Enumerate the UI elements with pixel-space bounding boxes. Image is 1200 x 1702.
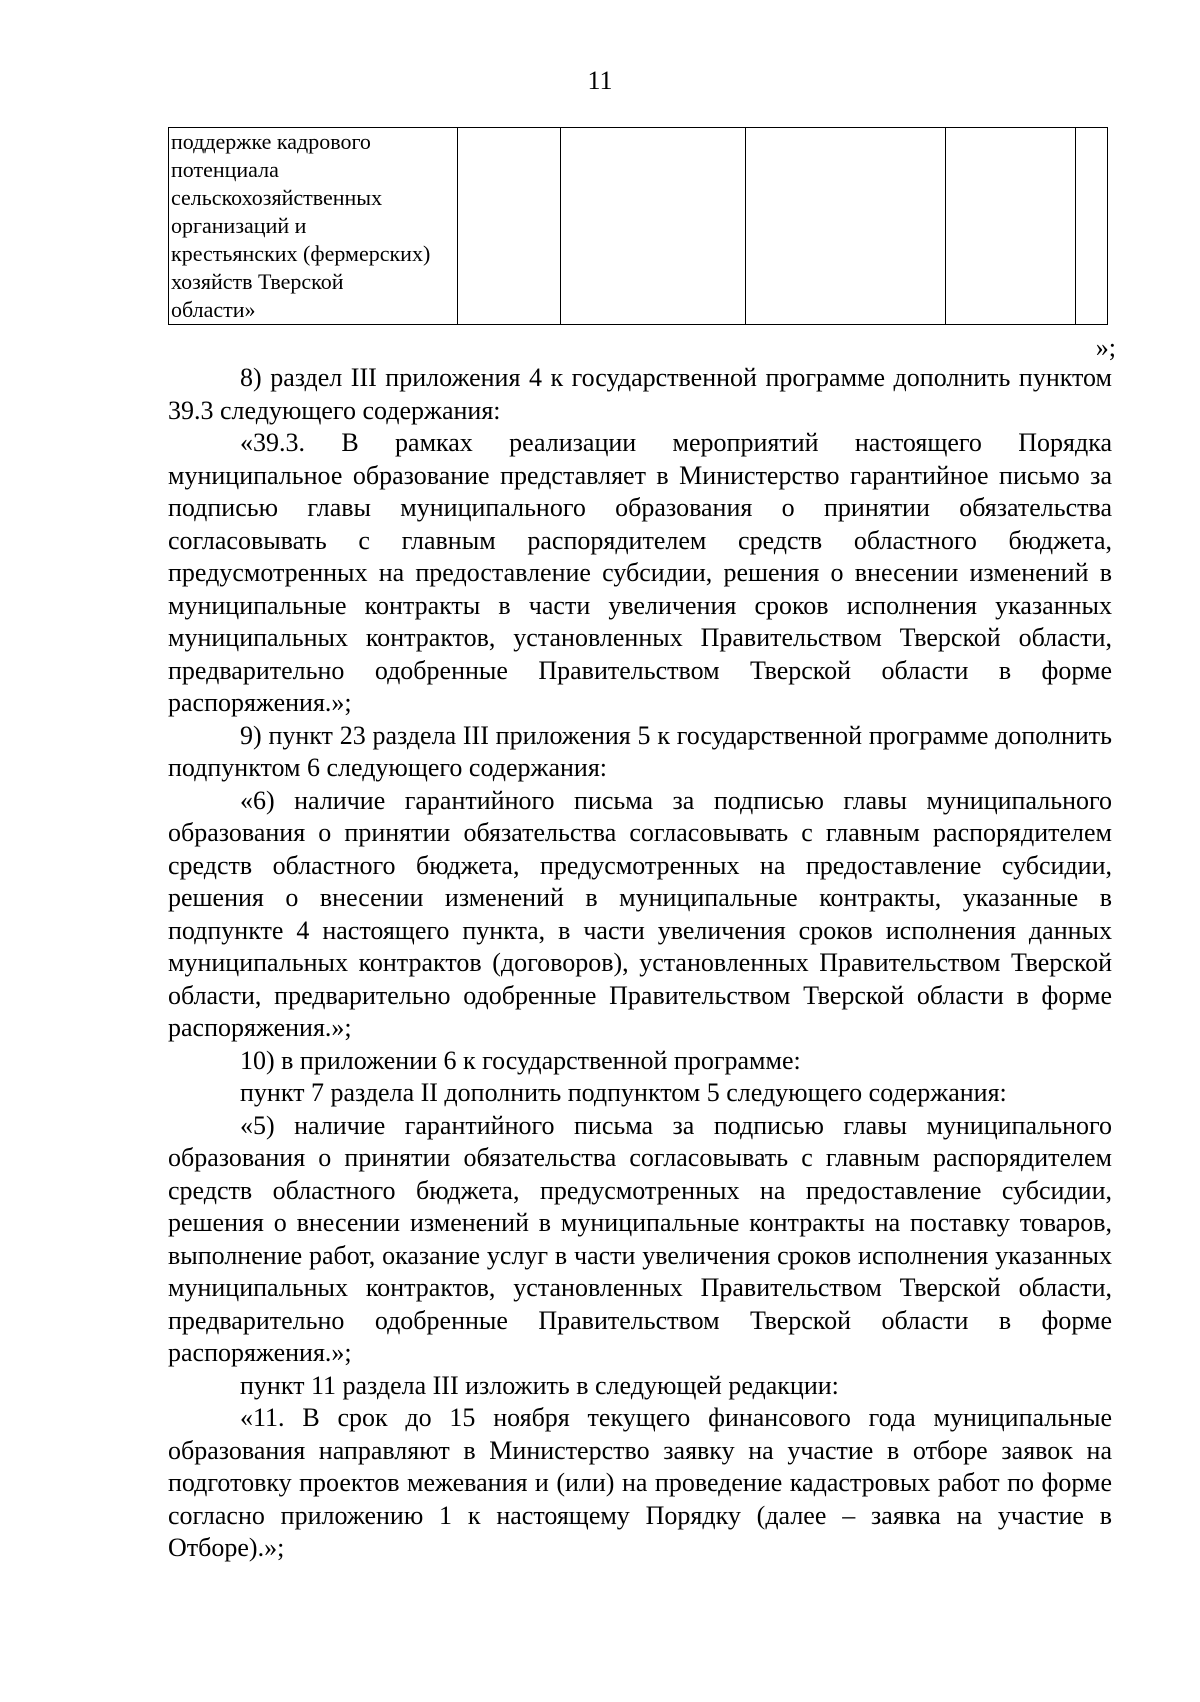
paragraph-point-11: пункт 11 раздела III изложить в следующей редакции: [240, 1370, 839, 1400]
table-row [169, 128, 1108, 325]
paragraph-item-8: 8) раздел III приложения 4 к государственной программе дополнить пунктом 39.3 следующего содержания: [168, 363, 1112, 425]
paragraph-point-7: пункт 7 раздела II дополнить подпунктом 5 следующего содержания: [240, 1078, 1007, 1107]
table-continuation [168, 127, 1108, 325]
table-cell-empty [946, 128, 1076, 325]
paragraph-quote-5: «5) наличие гарантийного письма за подписью главы муниципального образования о принятии обязательства согласовывать с главным распорядителем средств областного бюджета, предусмотренных на предоставление субсидии, решения о внесении изменений в муниципальные контракты на поставку товаров, выполнение работ, оказание услуг в части увеличения сроков исполнения указанных муниципальных контрактов, установленных Правительством Тверской области, предварительно одобренные Правительством Тверской области в форме распоряжения.»; [168, 1110, 1112, 1367]
page-number: 11 [587, 66, 613, 95]
paragraph-quote-11: «11. В срок до 15 ноября текущего финансового года муниципальные образования направляют в Министерство заявку на участие в отборе заявок на подготовку проектов межевания и (или) на проведение кадастровых работ по форме согласно приложению 1 к настоящему Порядку (далее – заявка на участие в Отборе).»; [168, 1403, 1112, 1562]
table-cell-text: поддержке кадрового потенциала сельскохозяйственных организаций и крестьянских (фермерских) хозяйств Тверской области» [171, 129, 431, 322]
table-cell-empty [561, 128, 746, 325]
paragraph-quote-39-3: «39.3. В рамках реализации мероприятий настоящего Порядка муниципальное образование представляет в Министерство гарантийное письмо за подписью главы муниципального образования о принятии обязательства согласовывать с главным распорядителем средств областного бюджета, предусмотренных на предоставление субсидии, решения о внесении изменений в муниципальные контракты в части увеличения сроков исполнения указанных муниципальных контрактов, установленных Правительством Тверской области, предварительно одобренные Правительством Тверской области в форме распоряжения.»; [168, 428, 1112, 717]
table-cell-empty [1076, 128, 1108, 325]
table-cell-description [169, 128, 458, 325]
table-closing-quote: »; [1095, 333, 1116, 362]
table-cell-empty [458, 128, 561, 325]
paragraph-item-10: 10) в приложении 6 к государственной программе: [240, 1045, 801, 1075]
paragraph-item-9: 9) пункт 23 раздела III приложения 5 к государственной программе дополнить подпунктом 6 следующего содержания: [168, 720, 1112, 782]
document-body [168, 362, 1112, 1565]
paragraph-quote-6: «6) наличие гарантийного письма за подписью главы муниципального образования о принятии обязательства согласовывать с главным распорядителем средств областного бюджета, предусмотренных на предоставление субсидии, решения о внесении изменений в муниципальные контракты, указанные в подпункте 4 настоящего пункта, в части увеличения сроков исполнения данных муниципальных контрактов (договоров), установленных Правительством Тверской области, предварительно одобренные Правительством Тверской области в форме распоряжения.»; [168, 785, 1112, 1042]
table-cell-empty [746, 128, 946, 325]
